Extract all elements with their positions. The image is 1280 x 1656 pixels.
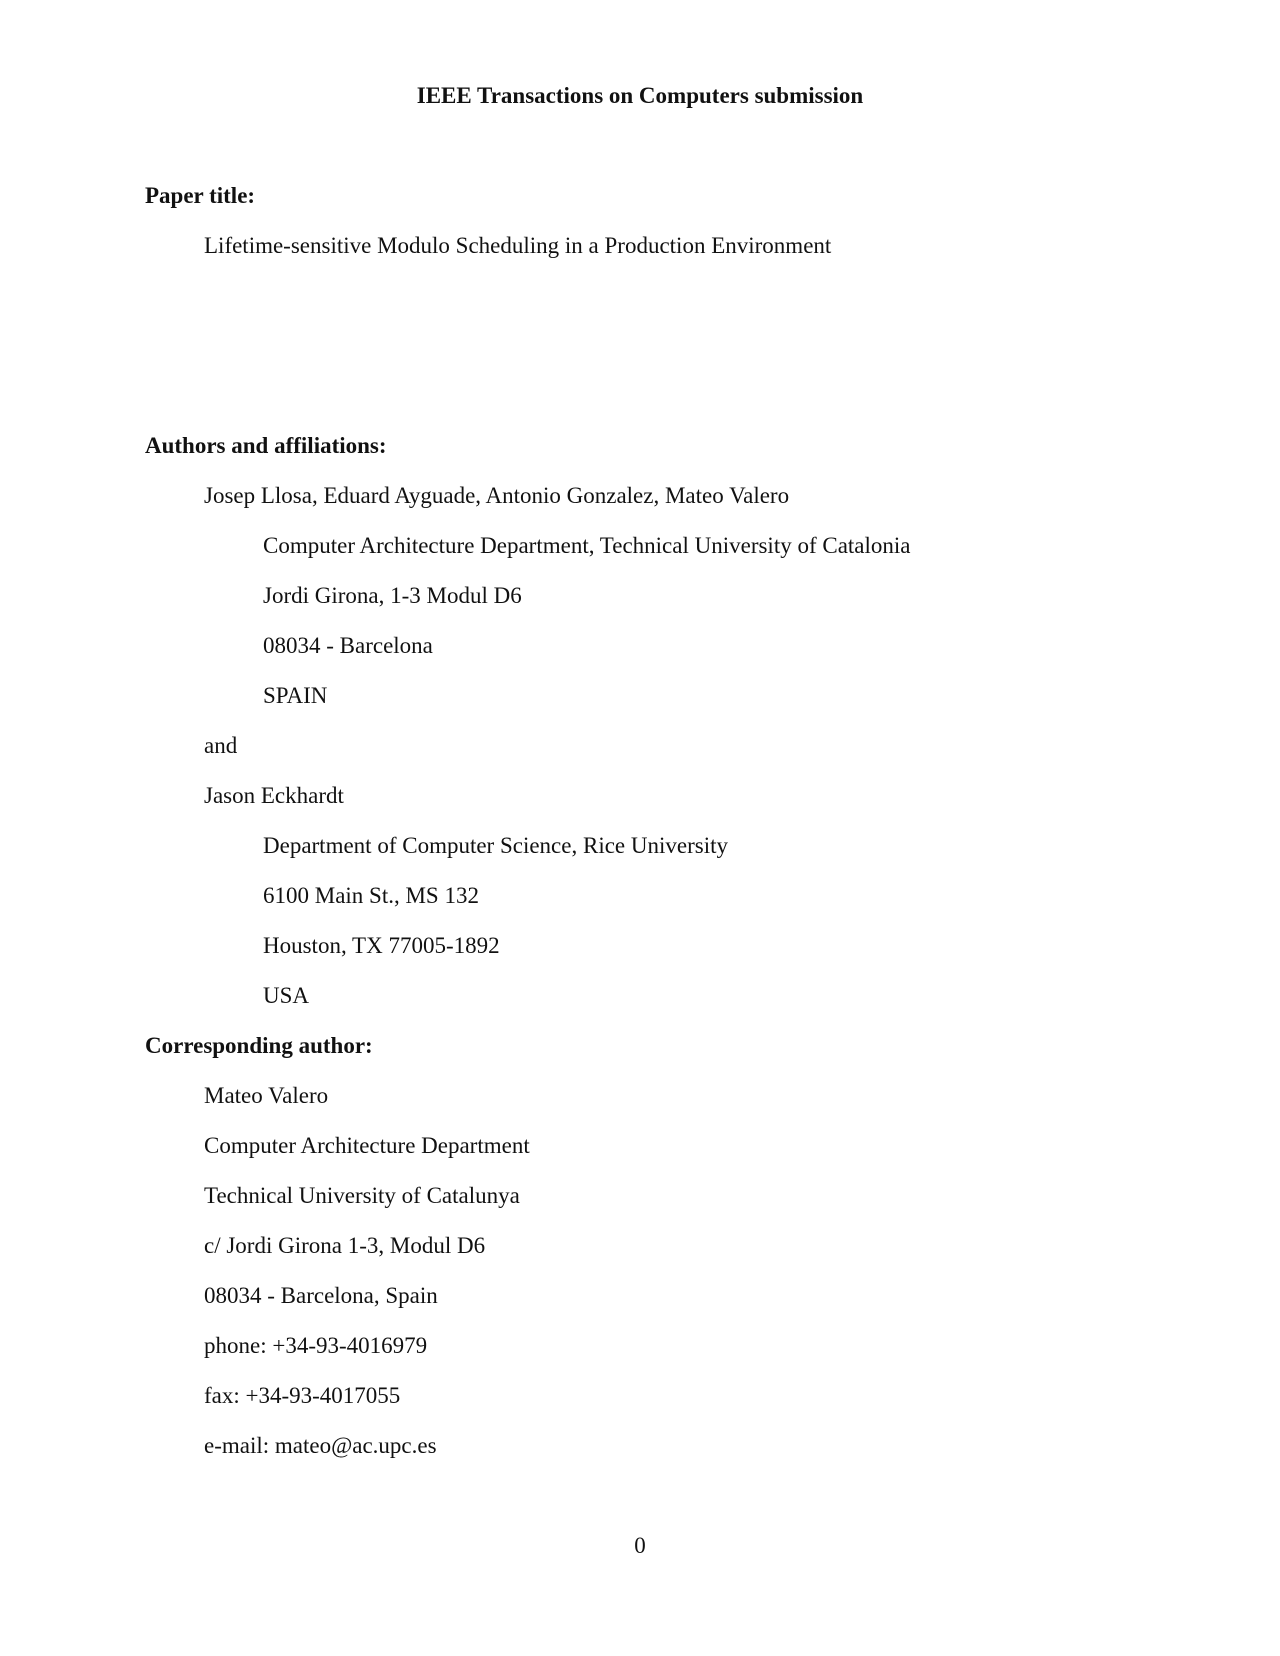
conjunction-and: and (204, 733, 238, 758)
corresponding-email: e-mail: mateo@ac.upc.es (204, 1433, 437, 1458)
corresponding-fax: fax: +34-93-4017055 (204, 1383, 401, 1408)
address-city-1: 08034 - Barcelona (263, 633, 433, 658)
page-number: 0 (634, 1533, 646, 1558)
address-country-1: SPAIN (263, 683, 328, 708)
corresponding-phone: phone: +34-93-4016979 (204, 1333, 428, 1358)
paper-title: Lifetime-sensitive Modulo Scheduling in a Production Environment (204, 233, 832, 258)
authors-label: Authors and affiliations: (145, 433, 387, 458)
author-list-2: Jason Eckhardt (204, 783, 344, 808)
address-country-2: USA (263, 983, 310, 1008)
author-list-1: Josep Llosa, Eduard Ayguade, Antonio Gonzalez, Mateo Valero (204, 483, 790, 508)
corresponding-street: c/ Jordi Girona 1-3, Modul D6 (204, 1233, 486, 1258)
affiliation-1: Computer Architecture Department, Technical University of Catalonia (263, 533, 911, 558)
corresponding-name: Mateo Valero (204, 1083, 329, 1108)
corresponding-city: 08034 - Barcelona, Spain (204, 1283, 438, 1308)
corresponding-department: Computer Architecture Department (204, 1133, 530, 1158)
corresponding-university: Technical University of Catalunya (204, 1183, 520, 1208)
paper-title-label: Paper title: (145, 183, 256, 208)
address-street-2: 6100 Main St., MS 132 (263, 883, 479, 908)
journal-header: IEEE Transactions on Computers submission (416, 83, 864, 108)
address-city-2: Houston, TX 77005-1892 (263, 933, 500, 958)
corresponding-label: Corresponding author: (145, 1033, 373, 1058)
affiliation-2: Department of Computer Science, Rice University (263, 833, 728, 858)
address-street-1: Jordi Girona, 1-3 Modul D6 (263, 583, 522, 608)
